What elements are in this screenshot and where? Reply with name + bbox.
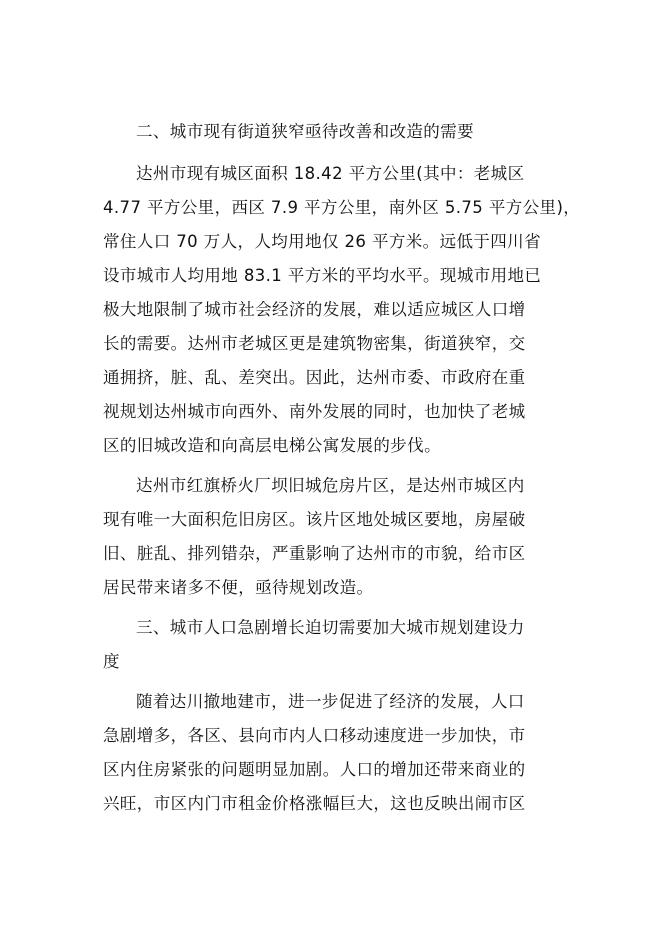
paragraph-line: 视规划达州城市向西外、南外发展的同时，也加快了老城 bbox=[103, 402, 526, 421]
section-heading-2: 二、城市现有街道狭窄亟待改善和改造的需要 bbox=[136, 122, 474, 141]
paragraph-line: 区内住房紧张的问题明显加剧。人口的增加还带来商业的 bbox=[103, 760, 526, 779]
paragraph-line: 达州市现有城区面积 18.42 平方公里(其中：老城区 bbox=[136, 164, 525, 183]
paragraph-line: 长的需要。达州市老城区更是建筑物密集，街道狭窄，交 bbox=[103, 334, 526, 353]
paragraph-line: 旧、脏乱、排列错杂，严重影响了达州市的市貌，给市区 bbox=[103, 544, 526, 563]
paragraph-line: 4.77 平方公里，西区 7.9 平方公里，南外区 5.75 平方公里)， bbox=[103, 198, 581, 217]
paragraph-line: 兴旺，市区内门市租金价格涨幅巨大，这也反映出闹市区 bbox=[103, 794, 526, 813]
paragraph-line: 居民带来诸多不便，亟待规划改造。 bbox=[103, 578, 374, 597]
paragraph-line: 随着达川撤地建市，进一步促进了经济的发展，人口 bbox=[136, 692, 525, 711]
paragraph-line: 现有唯一大面积危旧房区。该片区地处城区要地，房屋破 bbox=[103, 510, 526, 529]
paragraph-line: 常住人口 70 万人，人均用地仅 26 平方米。远低于四川省 bbox=[103, 232, 541, 251]
paragraph-line: 设市城市人均用地 83.1 平方米的平均水平。现城市用地已 bbox=[103, 266, 542, 285]
paragraph-line: 通拥挤，脏、乱、差突出。因此，达州市委、市政府在重 bbox=[103, 368, 526, 387]
section-heading-3: 三、城市人口急剧增长迫切需要加大城市规划建设力 bbox=[136, 618, 525, 637]
paragraph-line: 达州市红旗桥火厂坝旧城危房片区，是达州市城区内 bbox=[136, 476, 525, 495]
paragraph-line: 极大地限制了城市社会经济的发展，难以适应城区人口增 bbox=[103, 300, 526, 319]
section-heading-3-continued: 度 bbox=[103, 652, 120, 671]
paragraph-line: 区的旧城改造和向高层电梯公寓发展的步伐。 bbox=[103, 436, 441, 455]
paragraph-line: 急剧增多，各区、县向市内人口移动速度进一步加快，市 bbox=[103, 726, 526, 745]
